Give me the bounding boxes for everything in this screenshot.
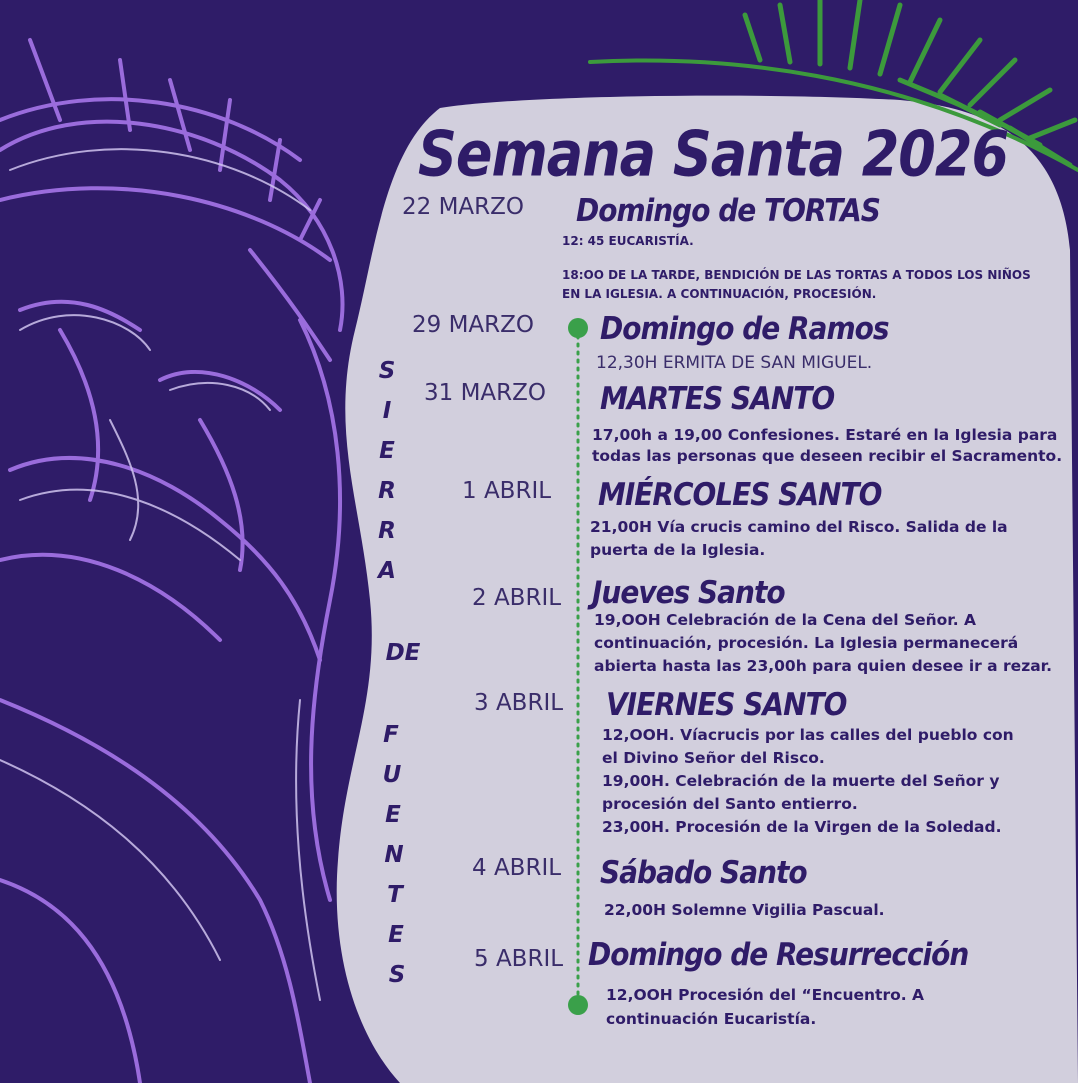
event-detail: continuación Eucaristía. [606,1010,817,1028]
event-date: 22 MARZO [402,194,524,220]
event-date: 5 ABRIL [474,946,564,972]
vertical-letter: S [378,358,396,384]
event-date: 1 ABRIL [462,478,552,504]
event-detail: 21,00H Vía crucis camino del Risco. Salida de la [590,518,1008,536]
event-date: 3 ABRIL [474,690,564,716]
event-detail: el Divino Señor del Risco. [602,749,825,767]
vertical-letter: I [382,398,392,424]
vertical-letter: F [383,722,399,748]
event-detail: 12,OOH Procesión del “Encuentro. A [606,986,925,1004]
vertical-letter: S [388,962,406,988]
event-title: Jueves Santo [592,574,785,611]
vertical-letter: E [388,922,404,948]
event-date: 2 ABRIL [472,585,562,611]
vertical-letter: R [378,518,396,544]
vertical-letter: U [382,762,402,788]
event-date: 29 MARZO [412,312,534,338]
vertical-word-de: DE [385,640,421,666]
vertical-letter: T [387,882,403,908]
event-title: Domingo de Resurrección [588,936,969,973]
event-detail: 12,OOH. Víacrucis por las calles del pueblo con [602,726,1014,744]
event-detail: procesión del Santo entierro. [602,795,858,813]
vertical-letter: N [384,842,404,868]
event-detail: puerta de la Iglesia. [590,541,766,559]
vertical-letter: E [385,802,401,828]
event-detail: todas las personas que deseen recibir el Sacramento. [592,447,1063,465]
event-detail: 19,00H. Celebración de la muerte del Señor y [602,772,1000,790]
event-title: Domingo de TORTAS [576,192,880,229]
event-detail: abierta hasta las 23,00h para quien desee ir a rezar. [594,657,1052,675]
event-title: Sábado Santo [600,854,807,891]
event-detail: 22,00H Solemne Vigilia Pascual. [604,901,885,919]
poster-title: Semana Santa 2026 [418,118,1009,191]
vertical-letter: A [378,558,396,584]
event-date: 31 MARZO [424,380,546,406]
event-title: Domingo de Ramos [600,310,889,347]
event-detail: 12,30H ERMITA DE SAN MIGUEL. [596,353,873,373]
event-detail: 19,OOH Celebración de la Cena del Señor. A [594,611,977,629]
event-date: 4 ABRIL [472,855,562,881]
vertical-letter: R [378,478,396,504]
event-detail: 12: 45 EUCARISTÍA. [562,234,694,248]
event-title: MARTES SANTO [600,380,835,417]
event-title: MIÉRCOLES SANTO [598,476,882,513]
event-detail: EN LA IGLESIA. A CONTINUACIÓN, PROCESIÓN. [562,287,877,301]
timeline-start-dot [568,318,588,338]
event-detail: continuación, procesión. La Iglesia permanecerá [594,634,1019,652]
event-detail: 17,00h a 19,00 Confesiones. Estaré en la Iglesia para [592,426,1058,444]
event-title: VIERNES SANTO [606,686,847,723]
vertical-letter: E [379,438,395,464]
event-detail: 18:OO DE LA TARDE, BENDICIÓN DE LAS TORTAS A TODOS LOS NIÑOS [562,268,1031,282]
event-detail: 23,00H. Procesión de la Virgen de la Soledad. [602,818,1002,836]
timeline-end-dot [568,995,588,1015]
